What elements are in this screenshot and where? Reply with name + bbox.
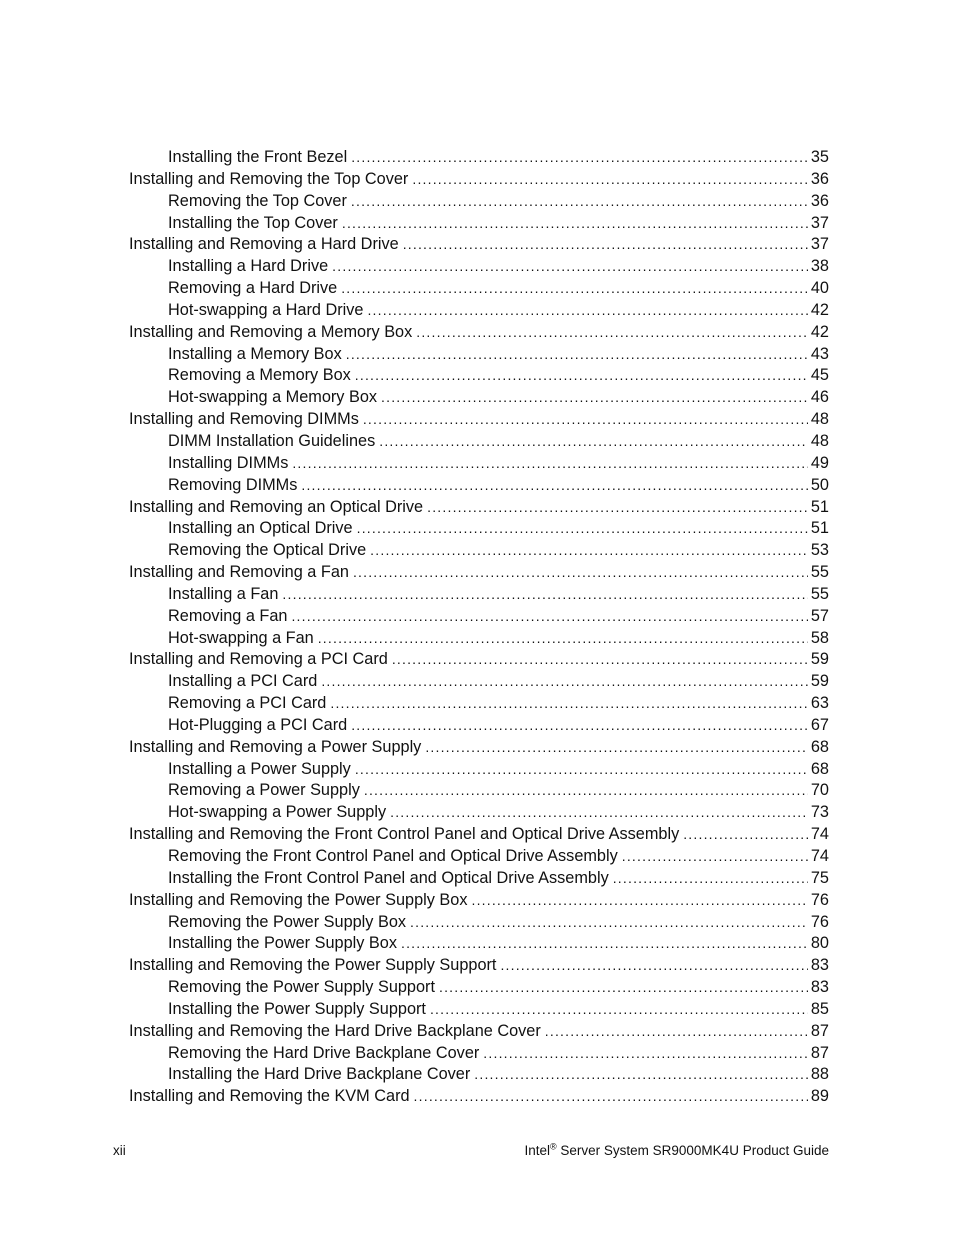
- toc-entry[interactable]: [129, 715, 829, 737]
- toc-dot-leader: [403, 234, 808, 256]
- toc-entry-title: Removing a Memory Box: [168, 365, 355, 387]
- toc-dot-leader: [367, 300, 807, 322]
- toc-entry-page-number: 46: [808, 387, 829, 409]
- toc-entry[interactable]: [129, 846, 829, 868]
- toc-entry-page-number: 48: [808, 431, 829, 453]
- toc-entry-page-number: 43: [808, 344, 829, 366]
- toc-entry[interactable]: [129, 453, 829, 475]
- toc-entry[interactable]: [129, 1064, 829, 1086]
- toc-entry-title: Removing a Power Supply: [168, 780, 364, 802]
- toc-entry-title: Installing DIMMs: [168, 453, 292, 475]
- toc-dot-leader: [342, 213, 808, 235]
- toc-entry-title: Hot-swapping a Power Supply: [168, 802, 390, 824]
- toc-entry-page-number: 83: [808, 955, 829, 977]
- toc-entry-title: Installing a Hard Drive: [168, 256, 332, 278]
- toc-entry-title: Removing a PCI Card: [168, 693, 330, 715]
- toc-entry[interactable]: [129, 649, 829, 671]
- toc-entry-page-number: 36: [808, 191, 829, 213]
- toc-entry[interactable]: [129, 999, 829, 1021]
- toc-dot-leader: [390, 802, 808, 824]
- toc-entry-page-number: 87: [808, 1021, 829, 1043]
- toc-entry-page-number: 80: [808, 933, 829, 955]
- toc-entry-title: Installing and Removing the KVM Card: [129, 1086, 414, 1108]
- toc-entry-title: Removing the Hard Drive Backplane Cover: [168, 1043, 483, 1065]
- toc-entry[interactable]: [129, 213, 829, 235]
- toc-entry[interactable]: [129, 671, 829, 693]
- toc-entry-page-number: 85: [808, 999, 829, 1021]
- toc-dot-leader: [364, 780, 808, 802]
- toc-dot-leader: [622, 846, 808, 868]
- toc-entry[interactable]: [129, 387, 829, 409]
- toc-entry-title: Installing a Power Supply: [168, 759, 355, 781]
- toc-entry-title: Installing and Removing the Top Cover: [129, 169, 412, 191]
- toc-entry[interactable]: [129, 169, 829, 191]
- toc-entry-page-number: 87: [808, 1043, 829, 1065]
- toc-entry-title: Installing the Power Supply Box: [168, 933, 401, 955]
- toc-dot-leader: [474, 1064, 808, 1086]
- toc-dot-leader: [355, 759, 808, 781]
- toc-entry-title: Installing an Optical Drive: [168, 518, 357, 540]
- toc-entry[interactable]: [129, 868, 829, 890]
- toc-entry-page-number: 76: [808, 890, 829, 912]
- toc-entry-title: DIMM Installation Guidelines: [168, 431, 379, 453]
- toc-dot-leader: [370, 540, 808, 562]
- toc-entry-page-number: 74: [808, 846, 829, 868]
- toc-dot-leader: [410, 912, 808, 934]
- toc-entry-page-number: 48: [808, 409, 829, 431]
- toc-entry[interactable]: [129, 824, 829, 846]
- toc-entry-page-number: 37: [808, 234, 829, 256]
- toc-entry[interactable]: [129, 475, 829, 497]
- toc-dot-leader: [301, 475, 808, 497]
- toc-entry[interactable]: [129, 409, 829, 431]
- toc-entry[interactable]: [129, 955, 829, 977]
- toc-entry-page-number: 57: [808, 606, 829, 628]
- toc-entry-title: Installing and Removing the Power Supply Box: [129, 890, 471, 912]
- toc-dot-leader: [427, 497, 808, 519]
- page-footer: [113, 1143, 829, 1158]
- toc-entry-title: Removing the Power Supply Support: [168, 977, 439, 999]
- toc-entry-page-number: 75: [808, 868, 829, 890]
- toc-entry-title: Installing the Front Bezel: [168, 147, 351, 169]
- toc-dot-leader: [471, 890, 807, 912]
- toc-entry[interactable]: [129, 912, 829, 934]
- toc-entry-page-number: 36: [808, 169, 829, 191]
- toc-entry-page-number: 51: [808, 518, 829, 540]
- toc-entry[interactable]: [129, 606, 829, 628]
- toc-entry[interactable]: [129, 300, 829, 322]
- toc-entry[interactable]: [129, 693, 829, 715]
- toc-entry-title: Removing a Fan: [168, 606, 291, 628]
- toc-entry-page-number: 42: [808, 300, 829, 322]
- toc-entry-page-number: 88: [808, 1064, 829, 1086]
- toc-dot-leader: [355, 365, 808, 387]
- toc-entry-title: Installing and Removing a Fan: [129, 562, 353, 584]
- toc-dot-leader: [353, 562, 808, 584]
- toc-entry-title: Installing a PCI Card: [168, 671, 321, 693]
- toc-dot-leader: [416, 322, 808, 344]
- toc-dot-leader: [392, 649, 808, 671]
- toc-dot-leader: [357, 518, 808, 540]
- toc-entry-page-number: 83: [808, 977, 829, 999]
- toc-entry[interactable]: [129, 1086, 829, 1108]
- toc-entry-page-number: 68: [808, 737, 829, 759]
- toc-entry-title: Installing and Removing an Optical Drive: [129, 497, 427, 519]
- footer-guide-title: Server System SR9000MK4U Product Guide: [556, 1143, 829, 1158]
- toc-entry-title: Hot-Plugging a PCI Card: [168, 715, 351, 737]
- toc-dot-leader: [379, 431, 808, 453]
- toc-entry-page-number: 38: [808, 256, 829, 278]
- toc-dot-leader: [346, 344, 808, 366]
- toc-entry[interactable]: [129, 759, 829, 781]
- toc-entry[interactable]: [129, 540, 829, 562]
- toc-entry-page-number: 59: [808, 671, 829, 693]
- toc-entry-page-number: 76: [808, 912, 829, 934]
- toc-dot-leader: [363, 409, 808, 431]
- toc-dot-leader: [321, 671, 808, 693]
- toc-entry-title: Removing the Optical Drive: [168, 540, 370, 562]
- toc-dot-leader: [351, 191, 808, 213]
- toc-dot-leader: [500, 955, 807, 977]
- toc-entry-title: Removing DIMMs: [168, 475, 301, 497]
- toc-entry-page-number: 73: [808, 802, 829, 824]
- toc-entry-title: Installing and Removing the Power Supply Support: [129, 955, 500, 977]
- toc-entry-page-number: 68: [808, 759, 829, 781]
- toc-entry[interactable]: [129, 1043, 829, 1065]
- table-of-contents: [129, 147, 829, 1108]
- toc-dot-leader: [683, 824, 808, 846]
- toc-entry-title: Installing and Removing a Power Supply: [129, 737, 425, 759]
- toc-entry[interactable]: [129, 737, 829, 759]
- toc-entry[interactable]: [129, 628, 829, 650]
- toc-dot-leader: [545, 1021, 808, 1043]
- toc-entry-page-number: 55: [808, 584, 829, 606]
- toc-entry-page-number: 50: [808, 475, 829, 497]
- toc-entry-title: Installing a Fan: [168, 584, 282, 606]
- toc-entry-page-number: 49: [808, 453, 829, 475]
- toc-entry-page-number: 35: [808, 147, 829, 169]
- toc-dot-leader: [351, 147, 808, 169]
- toc-entry[interactable]: [129, 497, 829, 519]
- toc-entry[interactable]: [129, 431, 829, 453]
- toc-entry[interactable]: [129, 802, 829, 824]
- toc-entry-title: Removing the Power Supply Box: [168, 912, 410, 934]
- toc-entry-title: Removing the Top Cover: [168, 191, 351, 213]
- toc-entry-title: Installing the Hard Drive Backplane Cover: [168, 1064, 474, 1086]
- toc-entry-page-number: 63: [808, 693, 829, 715]
- toc-entry[interactable]: [129, 518, 829, 540]
- toc-entry-page-number: 70: [808, 780, 829, 802]
- toc-dot-leader: [425, 737, 808, 759]
- toc-dot-leader: [412, 169, 808, 191]
- toc-entry-page-number: 53: [808, 540, 829, 562]
- toc-entry[interactable]: [129, 278, 829, 300]
- toc-entry-title: Hot-swapping a Hard Drive: [168, 300, 367, 322]
- toc-dot-leader: [292, 453, 808, 475]
- footer-page-number: xii: [113, 1143, 126, 1158]
- toc-entry-page-number: 42: [808, 322, 829, 344]
- toc-entry-title: Installing the Top Cover: [168, 213, 342, 235]
- toc-entry-page-number: 58: [808, 628, 829, 650]
- toc-entry-title: Installing and Removing DIMMs: [129, 409, 363, 431]
- toc-dot-leader: [351, 715, 808, 737]
- toc-dot-leader: [430, 999, 808, 1021]
- toc-dot-leader: [341, 278, 808, 300]
- toc-entry-title: Installing and Removing a Memory Box: [129, 322, 416, 344]
- toc-entry-page-number: 45: [808, 365, 829, 387]
- toc-entry-page-number: 89: [808, 1086, 829, 1108]
- toc-entry-title: Installing the Power Supply Support: [168, 999, 430, 1021]
- toc-entry-title: Removing a Hard Drive: [168, 278, 341, 300]
- toc-entry-page-number: 51: [808, 497, 829, 519]
- toc-dot-leader: [330, 693, 808, 715]
- toc-entry[interactable]: [129, 256, 829, 278]
- toc-entry[interactable]: [129, 780, 829, 802]
- toc-entry[interactable]: [129, 977, 829, 999]
- toc-dot-leader: [613, 868, 808, 890]
- toc-dot-leader: [439, 977, 808, 999]
- toc-entry-title: Hot-swapping a Memory Box: [168, 387, 381, 409]
- toc-dot-leader: [332, 256, 808, 278]
- toc-entry-title: Installing the Front Control Panel and Optical Drive Assembly: [168, 868, 613, 890]
- toc-entry[interactable]: [129, 191, 829, 213]
- toc-entry[interactable]: [129, 562, 829, 584]
- toc-entry-title: Installing and Removing a Hard Drive: [129, 234, 403, 256]
- toc-dot-leader: [381, 387, 808, 409]
- toc-dot-leader: [483, 1043, 808, 1065]
- toc-entry-title: Removing the Front Control Panel and Optical Drive Assembly: [168, 846, 622, 868]
- toc-entry-title: Installing and Removing a PCI Card: [129, 649, 392, 671]
- toc-entry-title: Installing a Memory Box: [168, 344, 346, 366]
- toc-entry-title: Installing and Removing the Hard Drive Backplane Cover: [129, 1021, 545, 1043]
- toc-entry[interactable]: [129, 933, 829, 955]
- toc-entry[interactable]: [129, 1021, 829, 1043]
- toc-entry-page-number: 40: [808, 278, 829, 300]
- toc-entry-page-number: 55: [808, 562, 829, 584]
- registered-trademark: ®: [549, 1141, 557, 1152]
- toc-dot-leader: [291, 606, 807, 628]
- toc-entry[interactable]: [129, 344, 829, 366]
- toc-entry[interactable]: [129, 584, 829, 606]
- toc-dot-leader: [318, 628, 808, 650]
- footer-document-title: [524, 1143, 829, 1158]
- toc-entry-page-number: 67: [808, 715, 829, 737]
- toc-entry[interactable]: [129, 234, 829, 256]
- footer-brand: Intel: [524, 1143, 550, 1158]
- toc-entry-page-number: 37: [808, 213, 829, 235]
- toc-entry-page-number: 74: [808, 824, 829, 846]
- toc-entry[interactable]: [129, 890, 829, 912]
- toc-dot-leader: [414, 1086, 808, 1108]
- toc-entry[interactable]: [129, 322, 829, 344]
- toc-entry-title: Hot-swapping a Fan: [168, 628, 318, 650]
- toc-entry-title: Installing and Removing the Front Control Panel and Optical Drive Assembly: [129, 824, 683, 846]
- toc-dot-leader: [282, 584, 807, 606]
- toc-dot-leader: [401, 933, 808, 955]
- toc-entry[interactable]: [129, 147, 829, 169]
- toc-entry-page-number: 59: [808, 649, 829, 671]
- toc-entry[interactable]: [129, 365, 829, 387]
